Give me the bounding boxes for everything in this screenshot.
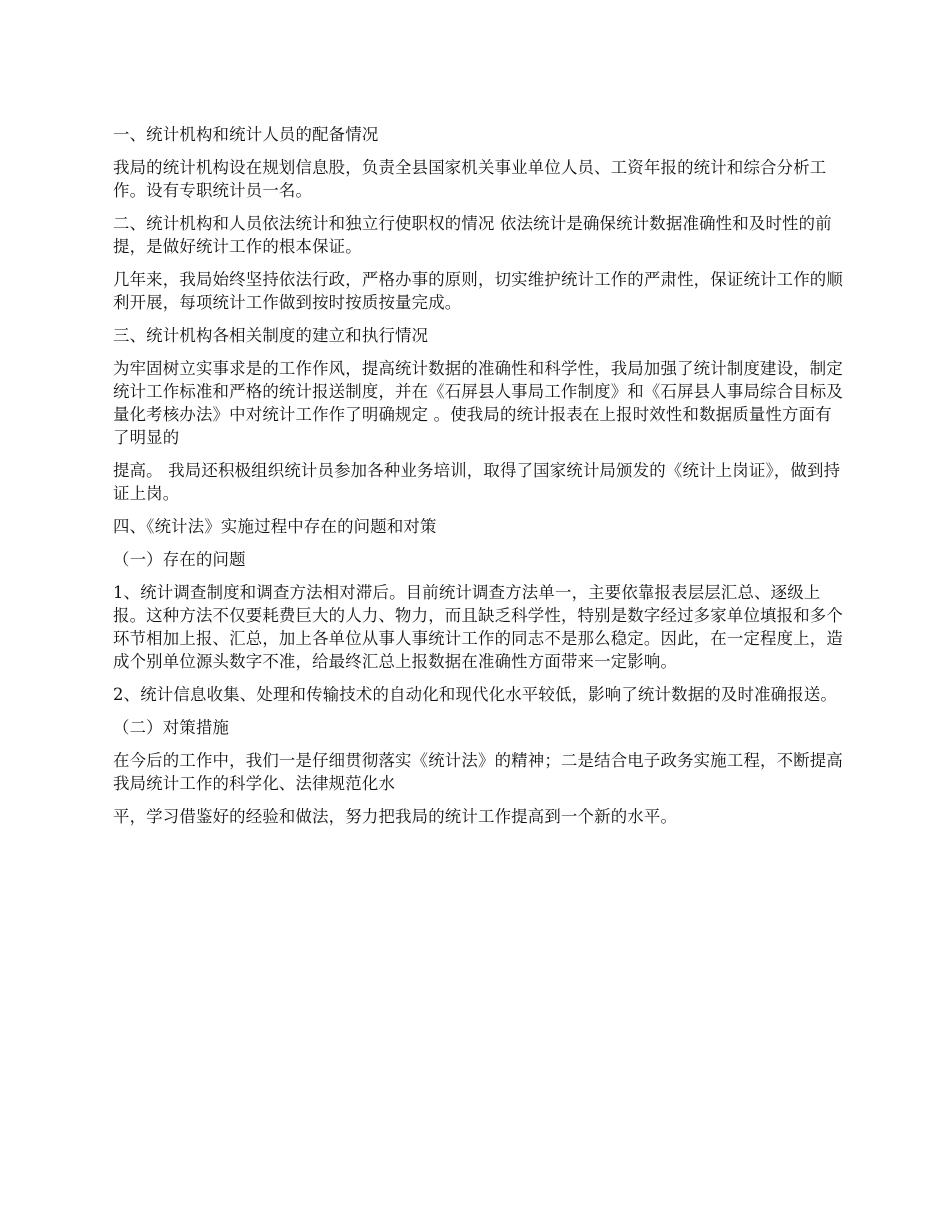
paragraph: 为牢固树立实事求是的工作作风，提高统计数据的准确性和科学性，我局加强了统计制度建设，制定统计工作标准和严格的统计报送制度，并在《石屏县人事局工作制度》和《石屏县人事局综合目标及量化考核办法》中对统计工作作了明确规定 。使我局的统计报表在上报时效性和数据质量性方面有了明显的 [113,359,843,447]
document-body [113,123,843,838]
paragraph: 平，学习借鉴好的经验和做法，努力把我局的统计工作提高到一个新的水平。 [113,807,678,826]
paragraph: 几年来，我局始终坚持依法行政，严格办事的原则，切实维护统计工作的严肃性，保证统计工作的顺利开展，每项统计工作做到按时按质按量完成。 [113,270,843,312]
section-heading-4: 四、《统计法》实施过程中存在的问题和对策 [113,517,437,536]
section-heading-1: 一、统计机构和统计人员的配备情况 [113,125,379,144]
paragraph: 我局的统计机构设在规划信息股，负责全县国家机关事业单位人员、工资年报的统计和综合分析工作。设有专职统计员一名。 [113,158,827,200]
subheading-measures: （二）对策措施 [113,718,230,737]
section-heading-3: 三、统计机构各相关制度的建立和执行情况 [113,326,429,345]
subheading-problems: （一）存在的问题 [113,550,246,569]
section-heading-2: 二、统计机构和人员依法统计和独立行使职权的情况 依法统计是确保统计数据准确性和及时性的前提，是做好统计工作的根本保证。 [113,214,832,256]
paragraph: 在今后的工作中，我们一是仔细贯彻落实《统计法》的精神；二是结合电子政务实施工程，不断提高我局统计工作的科学化、法律规范化水 [113,751,843,793]
paragraph: 1、统计调查制度和调查方法相对滞后。目前统计调查方法单一，主要依靠报表层层汇总、逐级上报。这种方法不仅要耗费巨大的人力、物力，而且缺乏科学性，特别是数字经过多家单位填报和多个环节相加上报、汇总，加上各单位从事人事统计工作的同志不是那么稳定。因此，在一定程度上，造成个别单位源头数字不准，给最终汇总上报数据在准确性方面带来一定影响。 [113,583,843,671]
paragraph: 2、统计信息收集、处理和传输技术的自动化和现代化水平较低，影响了统计数据的及时准确报送。 [113,685,838,704]
paragraph: 提高。 我局还积极组织统计员参加各种业务培训，取得了国家统计局颁发的《统计上岗证》，做到持证上岗。 [113,461,841,503]
